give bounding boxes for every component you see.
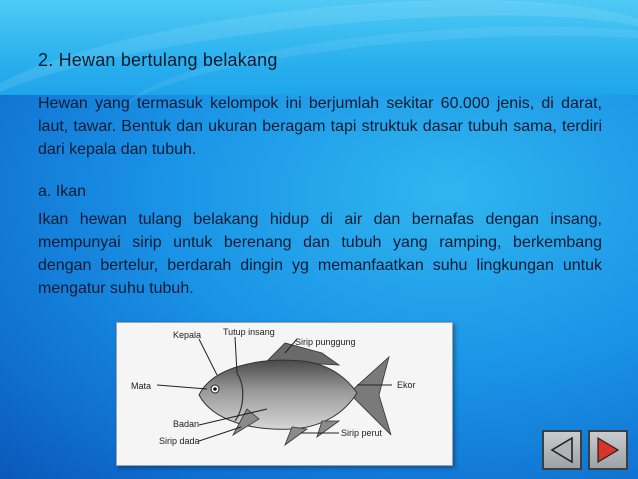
subheading-fish: a. Ikan [38,183,87,200]
label-badan: Badan [173,419,200,429]
label-sirip-punggung: Sirip punggung [295,337,356,347]
label-tutup-insang: Tutup insang [223,327,275,337]
label-mata: Mata [131,381,152,391]
label-sirip-dada: Sirip dada [159,436,200,446]
slide-header-band [0,0,638,95]
triangle-left-icon [549,436,575,464]
label-kepala: Kepala [173,330,202,340]
fish-paragraph: Ikan hewan tulang belakang hidup di air dan bernafas dengan insang, mempunyai sirip untuk berenang dan tubuh yang ramping, berkembang dengan bertelur, berdarah dingin yg memanfaatkan suhu lingkungan untuk mengatur suhu tubuh. [38,211,602,297]
fish-anatomy-figure [116,322,453,466]
label-ekor: Ekor [397,380,416,390]
fish-body [199,360,357,429]
triangle-right-icon [595,436,621,464]
next-slide-button[interactable] [588,430,628,470]
fish-diagram [117,323,452,465]
intro-paragraph: Hewan yang termasuk kelompok ini berjumlah sekitar 60.000 jenis, di darat, laut, tawar. Bentuk dan ukuran beragam tapi struktuk dasar tubuh sama, terdiri dari kepala dan tubuh. [38,95,602,158]
pelvic-fin [285,427,307,445]
label-sirip-perut: Sirip perut [341,428,383,438]
previous-slide-button[interactable] [542,430,582,470]
slide-title: 2. Hewan bertulang belakang [38,50,278,70]
